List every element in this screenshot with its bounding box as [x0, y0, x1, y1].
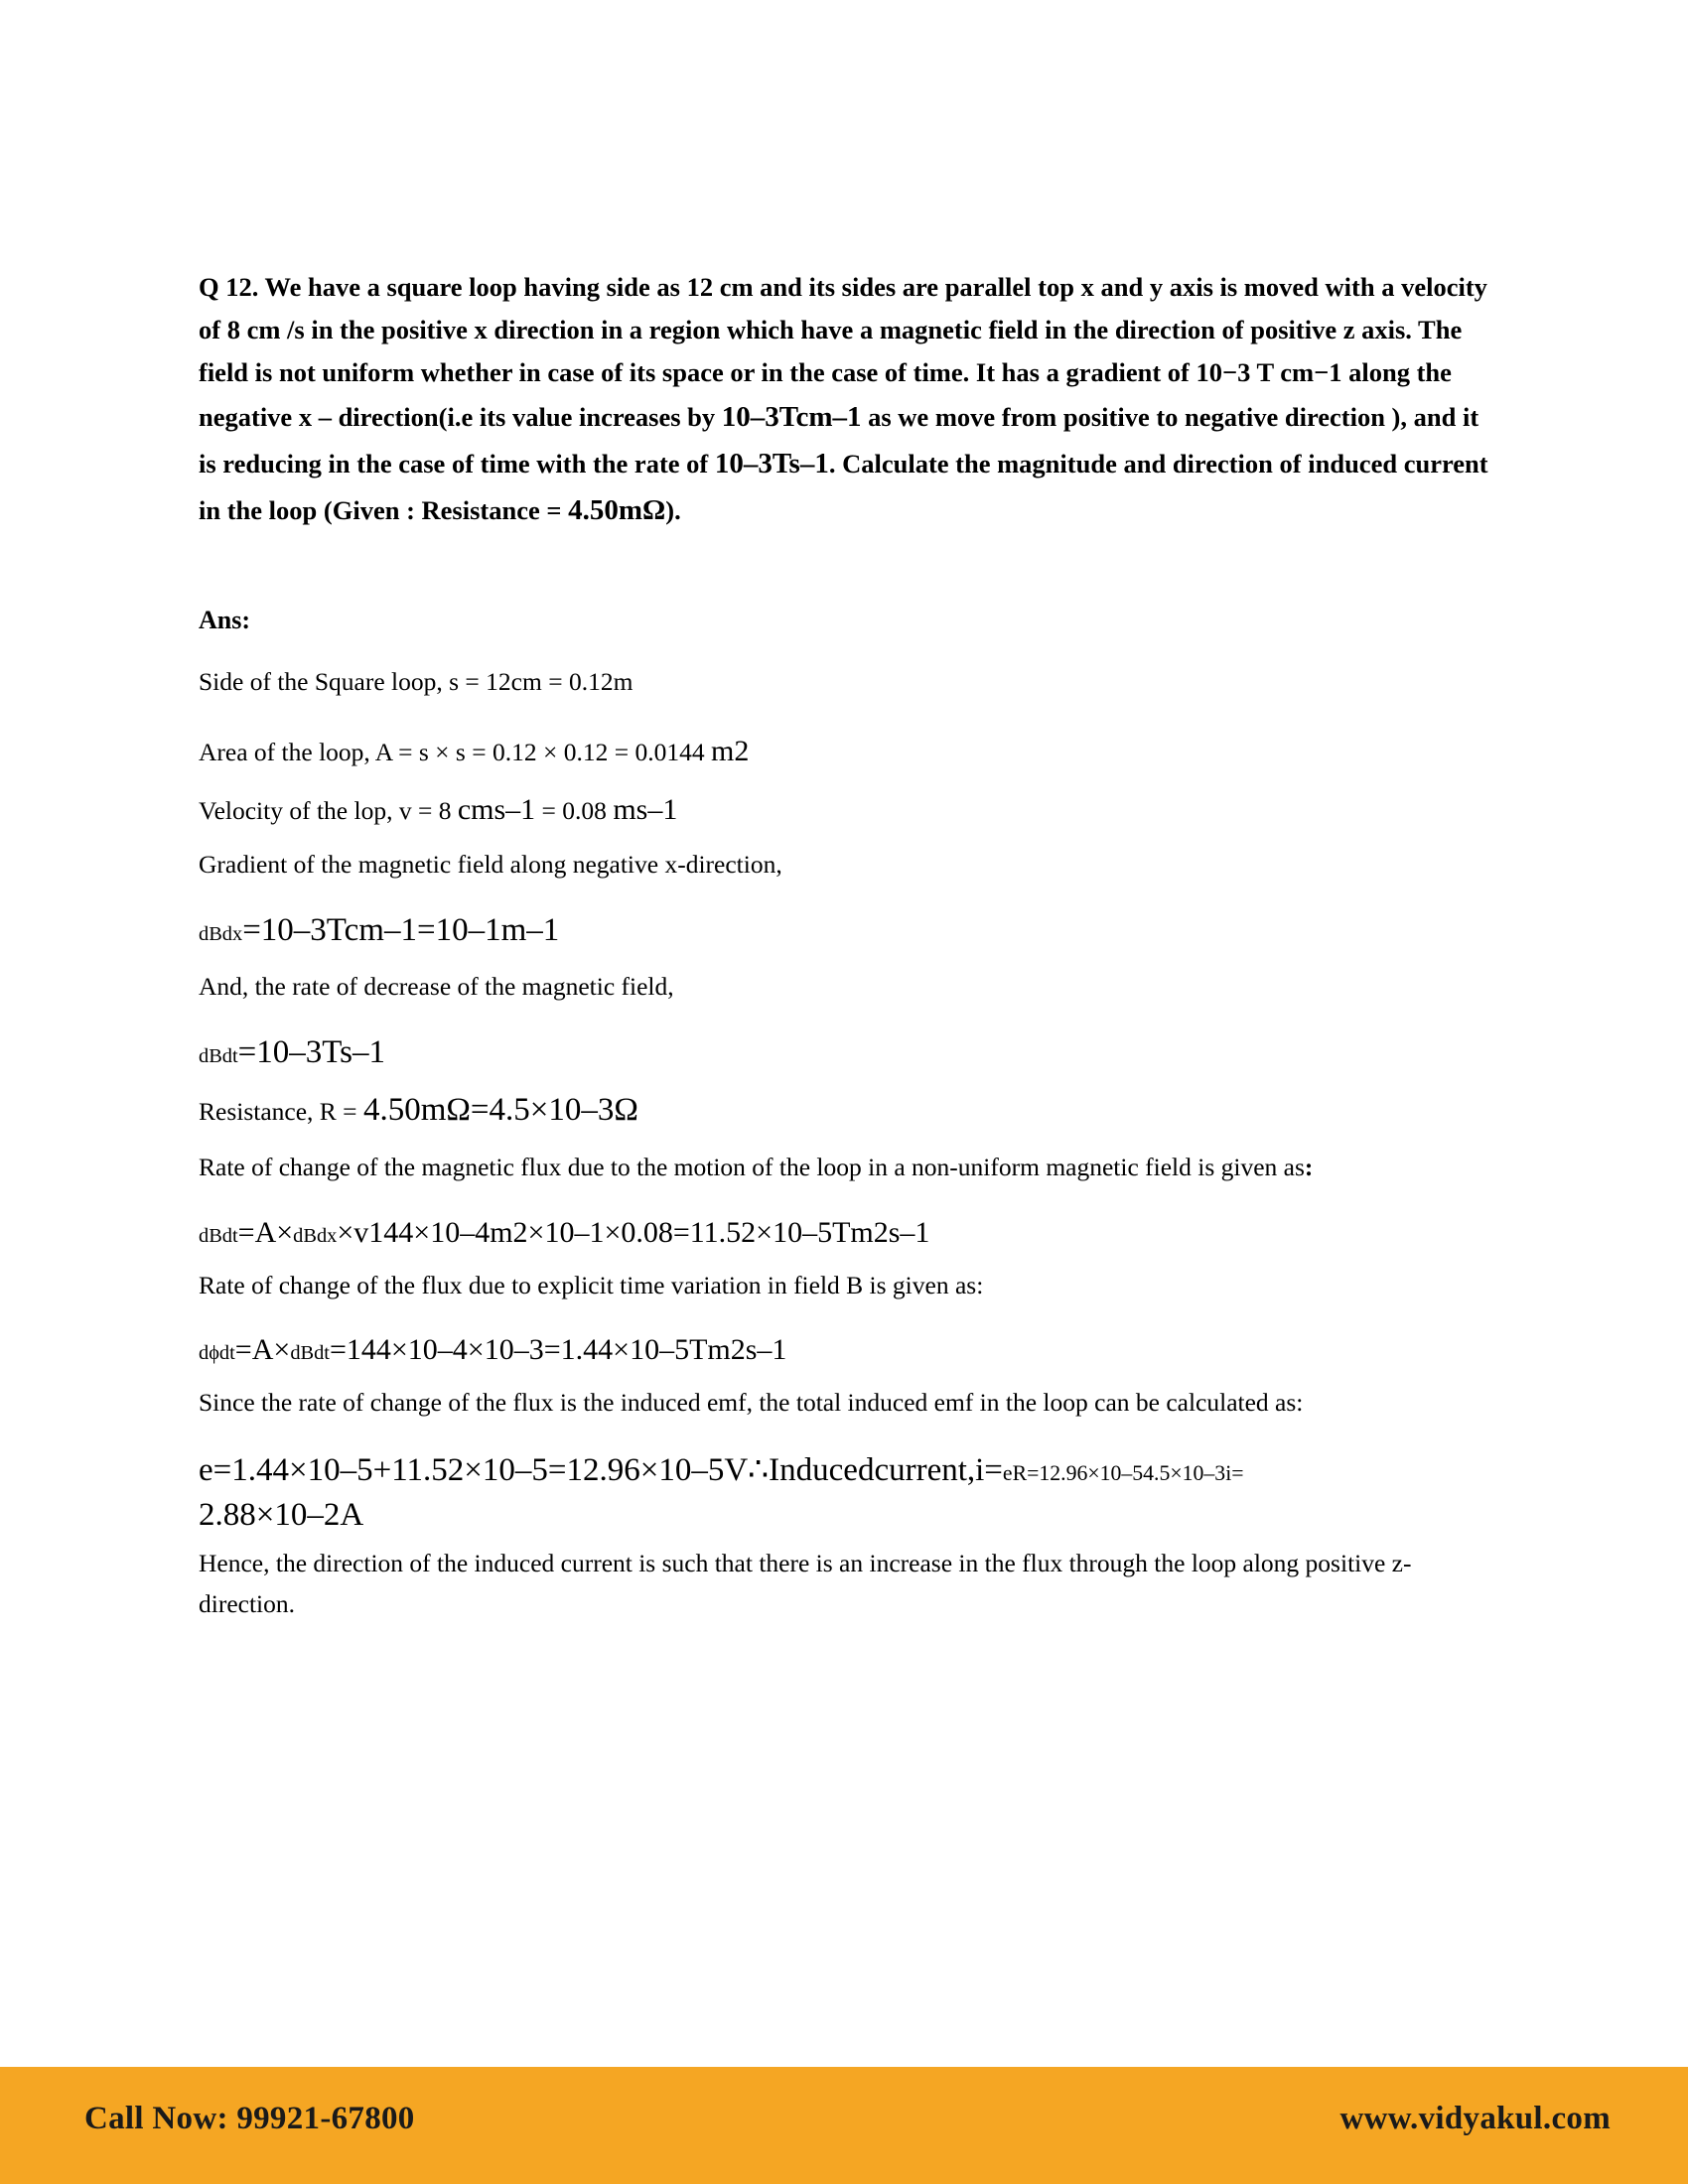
footer-website[interactable]: www.vidyakul.com	[1339, 2101, 1611, 2136]
formula-final-result	[199, 1448, 1489, 1537]
formula-flux-motion	[199, 1210, 1489, 1255]
final-line-1: e=1.44×10–5+11.52×10–5=12.96×10–5V∴Inducedcurrent,i=	[199, 1452, 1003, 1489]
resistance-value: 4.50mΩ=4.5×10–3Ω	[362, 1091, 638, 1128]
velocity-mid: = 0.08	[535, 795, 614, 825]
line-flux-text	[199, 1147, 1489, 1187]
line-explicit-text	[199, 1265, 1489, 1305]
question-number: Q 12.	[199, 272, 259, 302]
explicit-formula-a: =A×	[234, 1332, 291, 1366]
rate-formula-label: dBdt	[199, 1045, 238, 1068]
final-small-expr: =12.96×10–54.5×10–3	[1027, 1461, 1226, 1486]
rate-formula-value: =10–3Ts–1	[237, 1034, 385, 1071]
final-i: i=	[1225, 1461, 1244, 1486]
question-text-part1: We have a square loop having side as 12 cm and its sides are parallel top x and y axis is moved with a velocity of 8 cm /s in the positive x direction in a region which have a magnetic field in the direction of positive z axis. The field is not uniform whether in case of its space or in the case of time. It has a gradient of 10−3 T cm−1 along the negative x – direction(i.e its value increases by	[199, 272, 1487, 432]
formula-flux-explicit	[199, 1327, 1489, 1372]
final-line-2: 2.88×10–2A	[199, 1496, 364, 1533]
flux-text-colon: :	[1304, 1153, 1314, 1182]
velocity-text: Velocity of the lop, v = 8	[199, 795, 458, 825]
line-rate-text	[199, 966, 1489, 1007]
area-unit: m2	[711, 734, 750, 767]
gradient-text: Gradient of the magnetic field along negative x-direction,	[199, 850, 782, 880]
flux-formula-sub: dBdx	[293, 1224, 338, 1247]
question-text-part4: ).	[665, 494, 681, 525]
flux-formula-label: dBdt	[199, 1224, 238, 1247]
explicit-formula-b: =144×10–4×10–3=1.44×10–5Tm2s–1	[329, 1332, 787, 1366]
footer-inner	[0, 2067, 1688, 2184]
question-text-part3: . Calculate the magnitude and direction of induced current in the loop (Given : Resistance =	[199, 448, 1488, 525]
flux-formula-a: =A×	[237, 1215, 294, 1249]
answer-label: Ans:	[199, 605, 251, 634]
flux-formula-b: ×v144×10–4m2×10–1×0.08=11.52×10–5Tm2s–1	[337, 1215, 930, 1249]
line-side-of-loop	[199, 661, 1489, 702]
line-emf-text	[199, 1382, 1489, 1423]
emf-text: Since the rate of change of the flux is the induced emf, the total induced emf in the loop can be calculated as:	[199, 1387, 1304, 1417]
flux-text: Rate of change of the magnetic flux due to the motion of the loop in a non-uniform magnetic field is given as	[199, 1153, 1305, 1182]
gradient-formula-label: dBdx	[199, 923, 243, 946]
explicit-formula-label: dϕdt	[199, 1341, 235, 1364]
line-velocity	[199, 786, 1489, 835]
question-math-1: 10–3Tcm–1	[721, 400, 862, 433]
conclusion-text: Hence, the direction of the induced current is such that there is an increase in the flux through the loop along positive z-direction.	[199, 1549, 1412, 1619]
gradient-formula-value: =10–3Tcm–1=10–1m–1	[242, 912, 560, 949]
area-of-loop-text: Area of the loop, A = s × s = 0.12 × 0.12 = 0.0144	[199, 737, 712, 766]
line-gradient-text	[199, 844, 1489, 885]
question-math-3: 4.50mΩ	[568, 493, 666, 526]
velocity-unit-2: ms–1	[613, 792, 678, 826]
velocity-unit-1: cms–1	[457, 792, 536, 826]
explicit-formula-sub: dBdt	[290, 1341, 330, 1364]
rate-text: And, the rate of decrease of the magnetic field,	[199, 971, 674, 1001]
document-content	[199, 266, 1489, 1625]
line-conclusion	[199, 1543, 1489, 1625]
explicit-text: Rate of change of the flux due to explicit time variation in field B is given as:	[199, 1270, 984, 1299]
line-resistance	[199, 1084, 1489, 1137]
formula-rate	[199, 1028, 1489, 1078]
question-text-part2: as we move from positive to negative direction ), and it is reducing in the case of time with the rate of	[199, 401, 1479, 478]
question-math-2: 10–3Ts–1	[714, 447, 829, 479]
page-footer	[0, 2067, 1688, 2184]
question-block	[199, 266, 1489, 534]
final-sub-1: eR	[1002, 1461, 1028, 1486]
side-of-loop-text: Side of the Square loop, s = 12cm = 0.12m	[199, 666, 633, 696]
formula-gradient	[199, 906, 1489, 956]
footer-call-now[interactable]: Call Now: 99921-67800	[84, 2101, 415, 2136]
resistance-text: Resistance, R =	[199, 1096, 363, 1126]
line-area-of-loop	[199, 728, 1489, 776]
